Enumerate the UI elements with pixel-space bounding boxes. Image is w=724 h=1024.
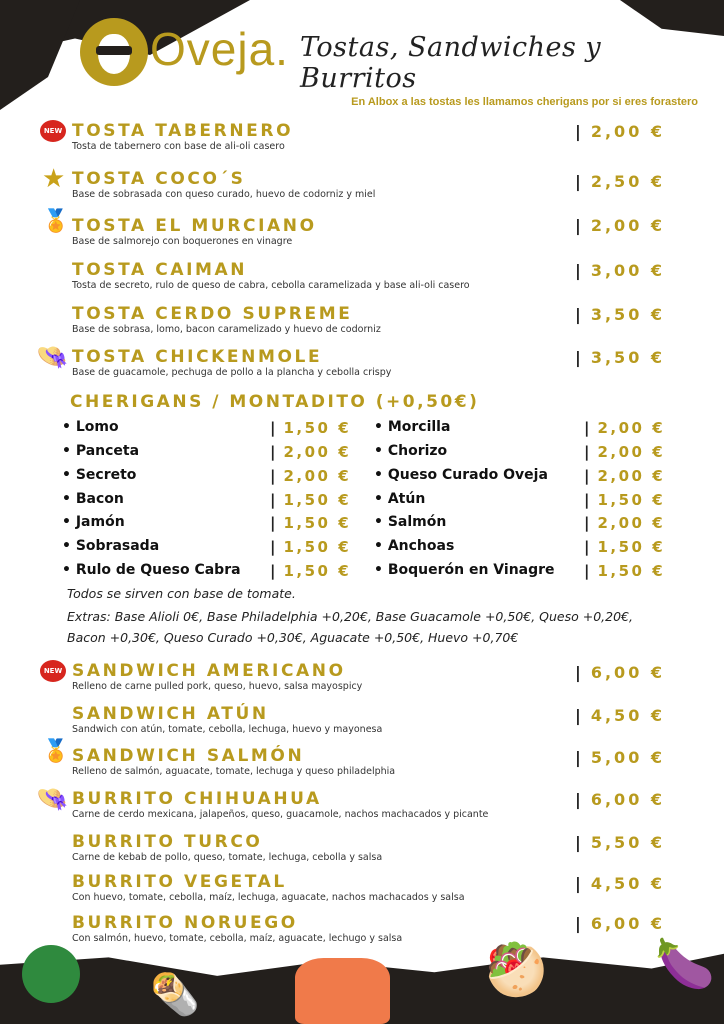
tagline: En Albox a las tostas les llamamos cherigans por si eres forastero: [351, 96, 698, 108]
price-value: 1,50 €: [283, 538, 352, 556]
price-value: 1,50 €: [597, 562, 666, 580]
item-name: SANDWICH ATÚN: [72, 704, 269, 724]
price-value: 2,00 €: [597, 443, 666, 461]
price-value: 5,00 €: [590, 748, 666, 767]
price-separator: |: [575, 122, 581, 141]
item-price: [575, 748, 665, 767]
item-description: Relleno de carne pulled pork, queso, huevo, salsa mayospicy: [72, 681, 363, 692]
price-value: 6,00 €: [590, 663, 666, 682]
price-separator: |: [575, 261, 581, 280]
price-value: 6,00 €: [590, 914, 666, 933]
price-value: 2,00 €: [597, 467, 666, 485]
bullet: •: [374, 538, 388, 554]
item-name: SANDWICH SALMÓN: [72, 746, 305, 766]
pita-icon: 🥙: [485, 941, 548, 999]
cherigan-item: [374, 443, 674, 459]
item-price: [575, 914, 665, 933]
price-value: 2,00 €: [590, 122, 666, 141]
item-name: BURRITO TURCO: [72, 832, 263, 852]
cherigan-name: Sobrasada: [75, 538, 160, 554]
item-name: TOSTA CAIMAN: [72, 260, 248, 280]
cherigan-name: Chorizo: [387, 443, 448, 459]
price-separator: |: [575, 748, 581, 767]
price-separator: |: [584, 443, 590, 461]
menu-title: Tostas, Sandwiches y Burritos: [300, 32, 602, 94]
price-value: 1,50 €: [283, 491, 352, 509]
price-separator: |: [575, 914, 581, 933]
price-separator: |: [575, 874, 581, 893]
note-extras-2: Bacon +0,30€, Queso Curado +0,30€, Aguacate +0,50€, Huevo +0,70€: [67, 630, 519, 645]
cherigan-item: [374, 514, 674, 530]
medal-icon: 🏅: [42, 209, 70, 234]
price-value: 1,50 €: [283, 514, 352, 532]
price-separator: |: [575, 305, 581, 324]
item-description: Base de salmorejo con boquerones en vinagre: [72, 236, 293, 247]
price-separator: |: [575, 706, 581, 725]
price-separator: |: [584, 419, 590, 437]
item-price: [575, 172, 665, 191]
note-tomato: Todos se sirven con base de tomate.: [67, 586, 296, 601]
cherigan-name: Rulo de Queso Cabra: [75, 562, 241, 578]
price-separator: |: [584, 562, 590, 580]
bullet: •: [374, 491, 388, 507]
item-description: Carne de kebab de pollo, queso, tomate, lechuga, cebolla y salsa: [72, 852, 383, 863]
price-value: 2,00 €: [597, 419, 666, 437]
price-separator: |: [575, 790, 581, 809]
bullet: •: [374, 514, 388, 530]
price-separator: |: [575, 663, 581, 682]
bullet: •: [374, 419, 388, 435]
star-icon: ★: [42, 164, 66, 194]
item-description: Tosta de secreto, rulo de queso de cabra, cebolla caramelizada y base ali-oli casero: [72, 280, 470, 291]
item-name: BURRITO CHIHUAHUA: [72, 789, 322, 809]
price-separator: |: [584, 467, 590, 485]
cherigan-item: [374, 419, 674, 435]
item-name: TOSTA EL MURCIANO: [72, 216, 317, 236]
price-separator: |: [575, 348, 581, 367]
item-name: SANDWICH AMERICANO: [72, 661, 346, 681]
cherigan-item: [62, 419, 362, 435]
item-description: Carne de cerdo mexicana, jalapeños, queso, guacamole, nachos machacados y picante: [72, 809, 489, 820]
price-value: 2,00 €: [283, 467, 352, 485]
price-separator: |: [270, 467, 276, 485]
cherigan-name: Lomo: [75, 419, 119, 435]
item-name: TOSTA CHICKENMOLE: [72, 347, 323, 367]
cherigan-item: [62, 514, 362, 530]
item-price: [575, 348, 665, 367]
cherigan-price: [270, 491, 351, 509]
price-separator: |: [575, 833, 581, 852]
cherigan-name: Boquerón en Vinagre: [387, 562, 555, 578]
bullet: •: [62, 562, 76, 578]
price-value: 2,00 €: [597, 514, 666, 532]
price-value: 6,00 €: [590, 790, 666, 809]
price-value: 1,50 €: [597, 491, 666, 509]
price-separator: |: [270, 562, 276, 580]
item-price: [575, 833, 665, 852]
price-separator: |: [270, 491, 276, 509]
price-value: 2,50 €: [590, 172, 666, 191]
torn-paper-top-left-lower: [0, 0, 80, 110]
item-description: Base de sobrasa, lomo, bacon caramelizado y huevo de codorniz: [72, 324, 381, 335]
price-separator: |: [270, 514, 276, 532]
item-price: [575, 706, 665, 725]
bullet: •: [62, 467, 76, 483]
item-description: Relleno de salmón, aguacate, tomate, lechuga y queso philadelphia: [72, 766, 396, 777]
cherigan-price: [270, 419, 351, 437]
bullet: •: [374, 562, 388, 578]
price-separator: |: [270, 538, 276, 556]
price-value: 3,50 €: [590, 348, 666, 367]
new-badge: NEW: [40, 120, 66, 142]
bullet: •: [374, 443, 388, 459]
bullet: •: [62, 419, 76, 435]
cherigan-name: Anchoas: [387, 538, 455, 554]
bullet: •: [374, 467, 388, 483]
cherigan-item: [374, 491, 674, 507]
price-value: 3,00 €: [590, 261, 666, 280]
cherigan-price: [584, 538, 665, 556]
item-name: TOSTA COCO´S: [72, 169, 246, 189]
torn-paper-top-right: [620, 0, 724, 36]
medal-icon: 🏅: [42, 739, 70, 764]
item-price: [575, 663, 665, 682]
cherigan-name: Morcilla: [387, 419, 451, 435]
price-separator: |: [584, 538, 590, 556]
cherigan-item: [62, 491, 362, 507]
price-value: 4,50 €: [590, 874, 666, 893]
price-value: 2,00 €: [590, 216, 666, 235]
cherigan-price: [584, 562, 665, 580]
item-name: BURRITO NORUEGO: [72, 913, 298, 933]
new-badge: NEW: [40, 660, 66, 682]
item-description: Tosta de tabernero con base de ali-oli casero: [72, 141, 285, 152]
price-separator: |: [270, 419, 276, 437]
cherigan-price: [270, 514, 351, 532]
cherigan-price: [584, 443, 665, 461]
price-value: 4,50 €: [590, 706, 666, 725]
item-price: [575, 790, 665, 809]
cherigan-item: [62, 467, 362, 483]
item-description: Base de guacamole, pechuga de pollo a la plancha y cebolla crispy: [72, 367, 392, 378]
cherigan-price: [584, 491, 665, 509]
cherigan-price: [584, 467, 665, 485]
item-description: Con huevo, tomate, cebolla, maíz, lechuga, aguacate, nachos machacados y salsa: [72, 892, 465, 903]
cherigan-item: [62, 562, 362, 578]
item-name: BURRITO VEGETAL: [72, 872, 287, 892]
cherigan-item: [62, 443, 362, 459]
salmon-icon: [295, 958, 390, 1024]
bullet: •: [62, 514, 76, 530]
price-separator: |: [584, 491, 590, 509]
gazpacho-icon: [22, 945, 80, 1003]
sheep-logo: [80, 18, 148, 86]
sombrero-icon: 👒: [36, 784, 69, 814]
cherigan-price: [584, 514, 665, 532]
cherigan-price: [270, 538, 351, 556]
item-name: TOSTA TABERNERO: [72, 121, 294, 141]
cherigan-name: Bacon: [75, 491, 124, 507]
sombrero-icon: 👒: [36, 342, 69, 372]
cherigan-item: [374, 538, 674, 554]
price-separator: |: [270, 443, 276, 461]
cherigan-price: [584, 419, 665, 437]
price-value: 3,50 €: [590, 305, 666, 324]
cherigan-price: [270, 562, 351, 580]
bullet: •: [62, 443, 76, 459]
cherigan-item: [374, 562, 674, 578]
price-separator: |: [575, 172, 581, 191]
brand-name: Oveja.: [150, 23, 289, 75]
price-value: 5,50 €: [590, 833, 666, 852]
cherigan-price: [270, 467, 351, 485]
bullet: •: [62, 538, 76, 554]
item-price: [575, 305, 665, 324]
cherigan-item: [62, 538, 362, 554]
price-separator: |: [575, 216, 581, 235]
item-description: Sandwich con atún, tomate, cebolla, lechuga, huevo y mayonesa: [72, 724, 383, 735]
cherigans-title: CHERIGANS / MONTADITO (+0,50€): [70, 392, 480, 412]
price-value: 2,00 €: [283, 443, 352, 461]
item-price: [575, 261, 665, 280]
price-separator: |: [584, 514, 590, 532]
item-name: TOSTA CERDO SUPREME: [72, 304, 353, 324]
cherigan-name: Queso Curado Oveja: [387, 467, 548, 483]
cherigan-name: Salmón: [387, 514, 447, 530]
bullet: •: [62, 491, 76, 507]
item-price: [575, 216, 665, 235]
note-extras-1: Extras: Base Alioli 0€, Base Philadelphia +0,20€, Base Guacamole +0,50€, Queso +0,20€,: [67, 609, 633, 624]
cherigan-name: Panceta: [75, 443, 140, 459]
price-value: 1,50 €: [283, 562, 352, 580]
price-value: 1,50 €: [597, 538, 666, 556]
item-description: Con salmón, huevo, tomate, cebolla, maíz, aguacate, lechugo y salsa: [72, 933, 403, 944]
cherigan-price: [270, 443, 351, 461]
item-price: [575, 122, 665, 141]
eggplant-icon: 🍆: [655, 936, 715, 992]
cherigan-name: Jamón: [75, 514, 125, 530]
price-value: 1,50 €: [283, 419, 352, 437]
item-description: Base de sobrasada con queso curado, huevo de codorniz y miel: [72, 189, 376, 200]
cherigan-item: [374, 467, 674, 483]
burrito-icon: 🌯: [150, 972, 200, 1018]
cherigan-name: Atún: [387, 491, 426, 507]
item-price: [575, 874, 665, 893]
cherigan-name: Secreto: [75, 467, 137, 483]
